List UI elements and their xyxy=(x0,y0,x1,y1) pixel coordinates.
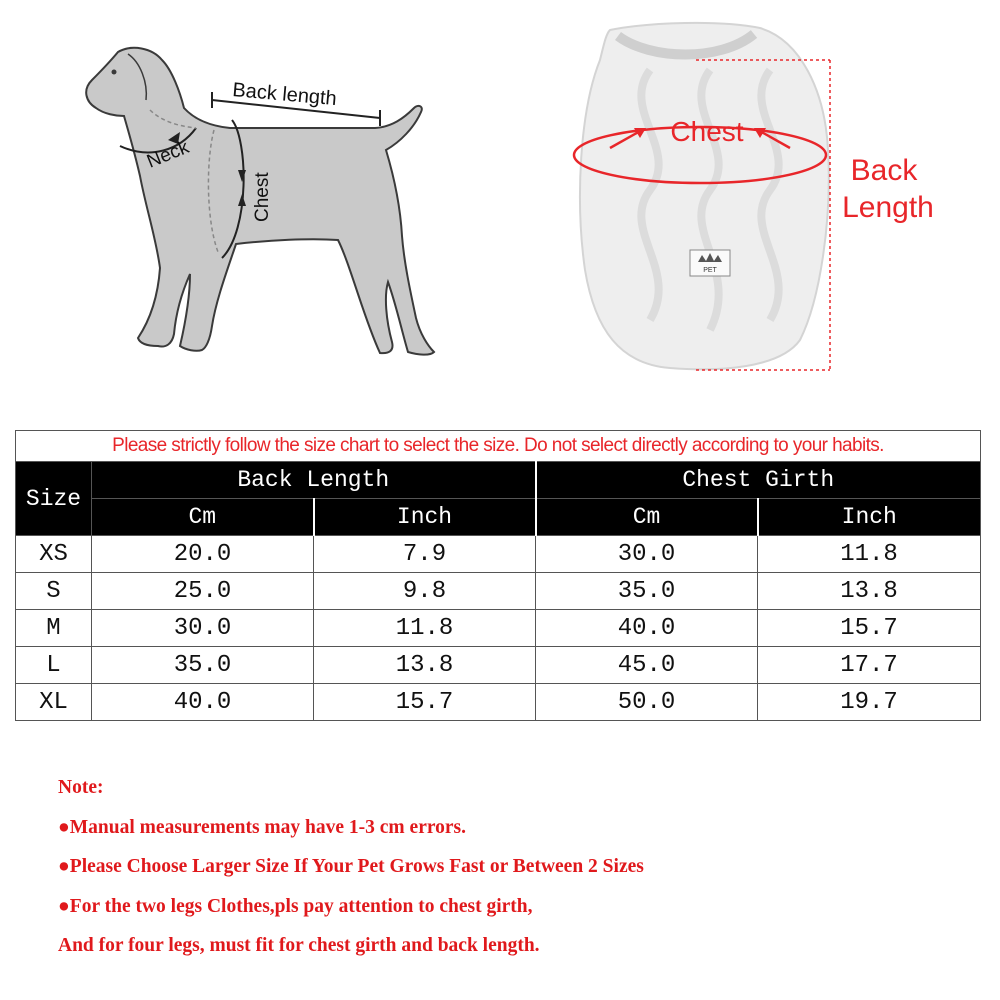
back-cm-cell: 25.0 xyxy=(92,573,314,610)
header-row-groups xyxy=(16,462,981,499)
chest-inch-cell: 15.7 xyxy=(758,610,981,647)
chest-inch-cell: 17.7 xyxy=(758,647,981,684)
unit-header-chest-cm: Cm xyxy=(536,499,758,536)
back-cm-cell: 40.0 xyxy=(92,684,314,721)
size-cell: L xyxy=(16,647,92,684)
chest-label: Chest xyxy=(252,172,273,222)
back-inch-cell: 15.7 xyxy=(314,684,536,721)
size-table xyxy=(15,430,981,721)
note-item: ●For the two legs Clothes,pls pay attention to chest girth, xyxy=(58,895,533,917)
note-item: And for four legs, must fit for chest girth and back length. xyxy=(58,935,540,956)
size-cell: M xyxy=(16,610,92,647)
back-cm-cell: 30.0 xyxy=(92,610,314,647)
sweater-tag-text: PET xyxy=(703,267,717,274)
chest-cm-cell: 45.0 xyxy=(536,647,758,684)
unit-header-chest-inch: Inch xyxy=(758,499,981,536)
size-cell: XL xyxy=(16,684,92,721)
note-item: ●Manual measurements may have 1-3 cm errors. xyxy=(58,816,467,838)
back-length-label: Back length xyxy=(231,79,338,111)
back-length-header: Back Length xyxy=(92,462,536,499)
chest-inch-cell: 13.8 xyxy=(758,573,981,610)
chest-inch-cell: 19.7 xyxy=(758,684,981,721)
unit-header-back-cm: Cm xyxy=(92,499,314,536)
table-row xyxy=(16,647,981,684)
table-row xyxy=(16,536,981,573)
sweater-back-label-line1: Back xyxy=(850,154,918,187)
size-notice: Please strictly follow the size chart to select the size. Do not select directly according to your habits. xyxy=(16,431,981,462)
table-row xyxy=(16,573,981,610)
back-inch-cell: 13.8 xyxy=(314,647,536,684)
chest-cm-cell: 35.0 xyxy=(536,573,758,610)
chest-cm-cell: 50.0 xyxy=(536,684,758,721)
back-inch-cell: 11.8 xyxy=(314,610,536,647)
notice-row xyxy=(16,431,981,462)
note-heading: Note: xyxy=(58,777,104,798)
chest-cm-cell: 30.0 xyxy=(536,536,758,573)
notes-section xyxy=(58,775,978,973)
size-header: Size xyxy=(16,462,92,536)
neck-label: Neck xyxy=(144,136,193,173)
chest-inch-cell: 11.8 xyxy=(758,536,981,573)
back-inch-cell: 9.8 xyxy=(314,573,536,610)
note-item: ●Please Choose Larger Size If Your Pet Grows Fast or Between 2 Sizes xyxy=(58,856,644,877)
dog-measurement-diagram xyxy=(0,0,500,400)
dog-eye xyxy=(112,70,117,75)
table-row xyxy=(16,610,981,647)
sweater-back-label-line2: Length xyxy=(842,191,934,224)
size-cell: XS xyxy=(16,536,92,573)
size-cell: S xyxy=(16,573,92,610)
chest-cm-cell: 40.0 xyxy=(536,610,758,647)
table-row xyxy=(16,684,981,721)
back-cm-cell: 35.0 xyxy=(92,647,314,684)
header-row-units xyxy=(16,499,981,536)
size-chart xyxy=(15,430,980,721)
unit-header-back-inch: Inch xyxy=(314,499,536,536)
sweater-chest-label: Chest xyxy=(670,116,744,147)
back-cm-cell: 20.0 xyxy=(92,536,314,573)
back-inch-cell: 7.9 xyxy=(314,536,536,573)
sweater-measurement-diagram xyxy=(500,0,1000,400)
chest-girth-header: Chest Girth xyxy=(536,462,981,499)
